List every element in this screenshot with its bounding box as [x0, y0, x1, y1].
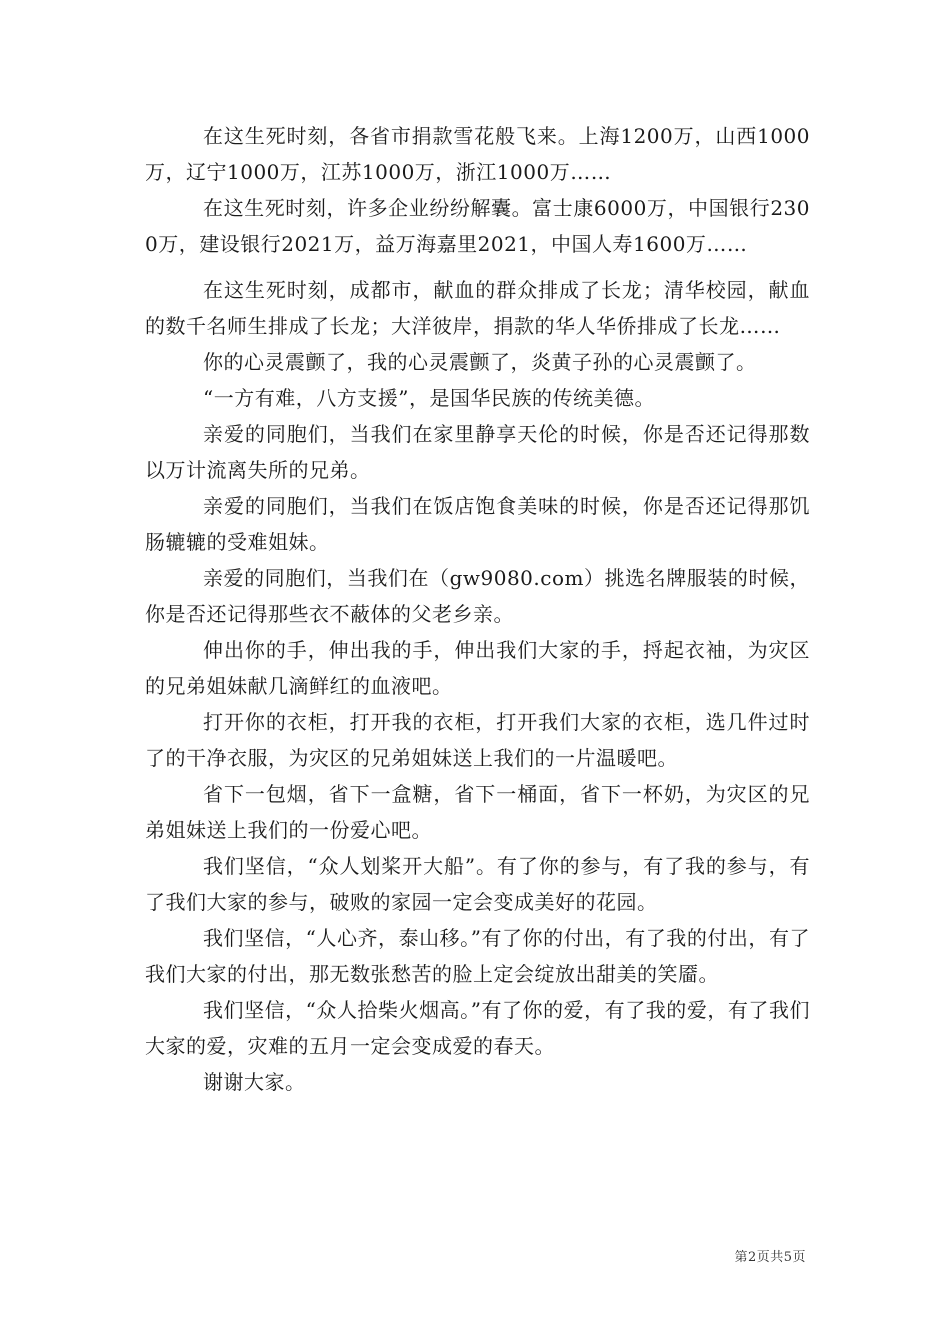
- paragraph: 你的心灵震颤了，我的心灵震颤了，炎黄子孙的心灵震颤了。: [203, 350, 757, 374]
- document-body: [145, 118, 810, 1100]
- paragraph: 我们坚信，“众人划桨开大船”。有了你的参与，有了我的参与，有了我们大家的参与，破败的家园一定会变成美好的花园。: [145, 854, 810, 914]
- paragraph: 亲爱的同胞们，当我们在饭店饱食美味的时候，你是否还记得那饥肠辘辘的受难姐妹。: [145, 494, 810, 554]
- paragraph: 我们坚信，“人心齐，泰山移。”有了你的付出，有了我的付出，有了我们大家的付出，那无数张愁苦的脸上定会绽放出甜美的笑靥。: [145, 926, 810, 986]
- paragraph: 在这生死时刻，各省市捐款雪花般飞来。上海1200万，山西1000万，辽宁1000万，江苏1000万，浙江1000万……: [145, 124, 810, 184]
- paragraph: “一方有难，八方支援”，是国华民族的传统美德。: [203, 386, 655, 410]
- paragraph: 省下一包烟，省下一盒糖，省下一桶面，省下一杯奶，为灾区的兄弟姐妹送上我们的一份爱心吧。: [145, 782, 810, 842]
- paragraph: 谢谢大家。: [203, 1070, 306, 1094]
- paragraph: 亲爱的同胞们，当我们在家里静享天伦的时候，你是否还记得那数以万计流离失所的兄弟。: [145, 422, 810, 482]
- paragraph: 伸出你的手，伸出我的手，伸出我们大家的手，捋起衣袖，为灾区的兄弟姐妹献几滴鲜红的血液吧。: [145, 638, 810, 698]
- paragraph: 打开你的衣柜，打开我的衣柜，打开我们大家的衣柜，选几件过时了的干净衣服，为灾区的兄弟姐妹送上我们的一片温暖吧。: [145, 710, 810, 770]
- page-number: 第2页共5页: [734, 1250, 806, 1265]
- paragraph: 在这生死时刻，许多企业纷纷解囊。富士康6000万，中国银行2300万，建设银行2021万，益万海嘉里2021，中国人寿1600万……: [145, 196, 810, 256]
- paragraph: 我们坚信，“众人拾柴火烟高。”有了你的爱，有了我的爱，有了我们大家的爱，灾难的五月一定会变成爱的春天。: [145, 998, 810, 1058]
- paragraph: 在这生死时刻，成都市，献血的群众排成了长龙；清华校园，献血的数千名师生排成了长龙；大洋彼岸，捐款的华人华侨排成了长龙……: [145, 278, 810, 338]
- paragraph: 亲爱的同胞们，当我们在（gw9080.com）挑选名牌服装的时候，你是否还记得那些衣不蔽体的父老乡亲。: [145, 566, 810, 626]
